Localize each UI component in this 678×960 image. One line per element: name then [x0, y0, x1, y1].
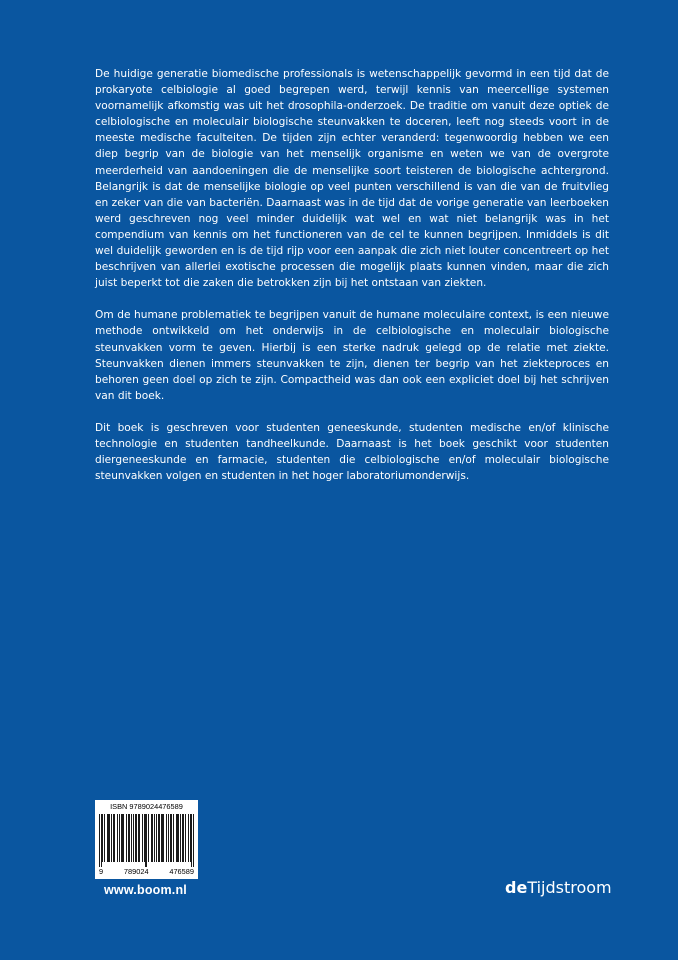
isbn-label: ISBN 9789024476589 [110, 802, 183, 811]
isbn-barcode [95, 800, 198, 879]
barcode-bar [166, 814, 167, 862]
barcode-bar [139, 814, 140, 862]
barcode-bar [135, 814, 136, 862]
barcode-bar [158, 814, 159, 862]
barcode-bar [159, 814, 160, 862]
barcode-bar [177, 814, 178, 862]
publisher-logo [505, 878, 612, 897]
barcode-bar [104, 814, 105, 862]
barcode-bar [136, 814, 137, 862]
barcode-bar [121, 814, 122, 862]
barcode-bar [183, 814, 184, 862]
barcode-bar [162, 814, 163, 862]
barcode-bar [126, 814, 127, 862]
blurb-paragraph-3: Dit boek is geschreven voor studenten geneeskunde, studenten medische en/of klinische technologie en studenten tandheelkunde. Daarnaast is het boek geschikt voor studenten diergeneeskunde en farmacie, studenten die celbiologische en/of moleculair biologische steunvakken volgen en studenten in het hoger laboratoriumonderwijs. [95, 421, 609, 483]
barcode-bar [163, 814, 164, 862]
barcode-bar [170, 814, 171, 862]
barcode-bar [123, 814, 124, 862]
barcode-bar [117, 814, 118, 862]
barcode-bar [111, 814, 112, 862]
barcode-bar [185, 814, 186, 862]
blurb-paragraph-2: Om de humane problematiek te begrijpen vanuit de humane moleculaire context, is een nieuwe methode ontwikkeld om het onderwijs in de celbiologische en moleculair biologische steunvakken vorm te geven. Hierbij is een sterke nadruk gelegd op de relatie met ziekte. Steunvakken dienen immers steunvakken te zijn, dienen ter begrip van het ziekteproces en behoren geen doel op zich te zijn. Compactheid was dan ook een expliciet doel bij het schrijven van dit boek. [95, 309, 609, 402]
barcode-bar [156, 814, 157, 862]
barcode-bar [152, 814, 153, 862]
barcode-digit-group-left: 789024 [123, 867, 149, 876]
barcode-bar [168, 814, 169, 862]
barcode-bar [138, 814, 139, 862]
publisher-url[interactable]: www.boom.nl [104, 883, 187, 897]
barcode-bar [122, 814, 123, 862]
barcode-bar [119, 814, 120, 862]
barcode-bar [151, 814, 152, 862]
barcode-bar [182, 814, 183, 862]
barcode-bar [129, 814, 130, 862]
barcode-digits [99, 868, 194, 876]
blurb-paragraph-1: De huidige generatie biomedische professionals is wetenschappelijk gevormd in een tijd dat de prokaryote celbiologie al goed begrepen werd, terwijl kennis van meercellige systemen voornamelijk afkomstig was uit het drosophila-onderzoek. De traditie om vanuit deze optiek de celbiologische en moleculair biologische steunvakken te doceren, leeft nog steeds voort in de meeste medische faculteiten. De tijden zijn echter veranderd: tegenwoordig hebben we een diep begrip van de biologie van het menselijk organisme en weten we van de overgrote meerderheid van aandoeningen die de menselijke soort teisteren de biologische achtergrond. Belangrijk is dat de menselijke biologie op veel punten verschillend is van die van de fruitvlieg en zeker van die van bacteriën. Daarnaast was in de tijd dat de vorige generatie van leerboeken werd geschreven nog veel minder duidelijk wat wel en wat niet belangrijk was in het compendium van kennis om het functioneren van de cel te kunnen begrijpen. Inmiddels is dit wel duidelijk geworden en is de tijd rijp voor een aanpak die zich niet louter concentreert op het beschrijven van allerlei exotische processen die mogelijk plaats kunnen vinden, maar die zich juist beperkt tot die zaken die betrokken zijn bij het ontstaan van ziekten. [95, 68, 609, 290]
barcode-bar [128, 814, 129, 862]
barcode-bar [173, 814, 174, 862]
barcode-bar [146, 814, 147, 867]
barcode-bar [102, 814, 103, 862]
back-cover-blurb [95, 66, 609, 500]
barcode-bar [142, 814, 143, 862]
barcode-bar [190, 814, 191, 862]
barcode-digit-group-right: 476589 [169, 867, 194, 876]
barcode-bar [154, 814, 155, 862]
barcode-bar [144, 814, 145, 862]
barcode-bar [148, 814, 149, 862]
barcode-bar [178, 814, 179, 862]
barcode-bar [145, 814, 146, 867]
barcode-bar [133, 814, 134, 862]
barcode-bar [99, 814, 100, 867]
barcode-bar [191, 814, 192, 867]
barcode-bar [171, 814, 172, 862]
barcode-bar [109, 814, 110, 862]
publisher-name: Tijdstroom [527, 878, 612, 897]
barcode-bar [131, 814, 132, 862]
barcode-bar [193, 814, 194, 867]
barcode-bar [108, 814, 109, 862]
barcode-bar [188, 814, 189, 862]
publisher-prefix: de [505, 878, 528, 897]
barcode-bar [107, 814, 108, 862]
barcode-bar [180, 814, 181, 862]
barcode-bar [113, 814, 114, 862]
barcode-bar [176, 814, 177, 862]
barcode-bar [161, 814, 162, 862]
barcode-bars [99, 814, 194, 867]
barcode-bar [114, 814, 115, 862]
barcode-digit-first: 9 [99, 867, 104, 876]
barcode-bar [101, 814, 102, 867]
